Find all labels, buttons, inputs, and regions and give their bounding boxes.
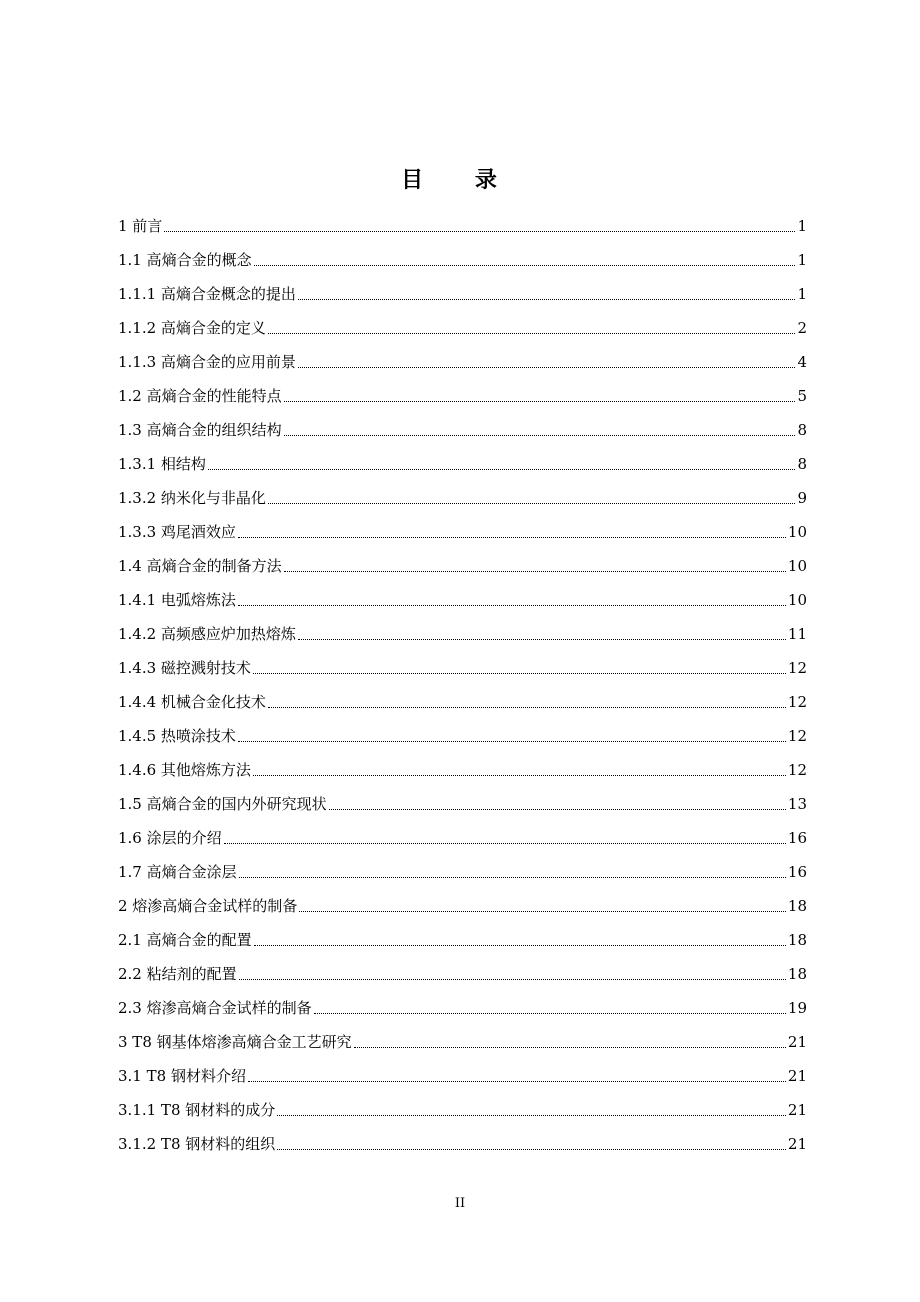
toc-entry-page: 21 — [787, 1033, 807, 1051]
toc-entry-label: 2.2 粘结剂的配置 — [118, 965, 237, 983]
toc-entry-label: 1.3.2 纳米化与非晶化 — [118, 489, 266, 507]
toc-entry-label: 2.1 高熵合金的配置 — [118, 931, 252, 949]
toc-entry[interactable] — [118, 515, 807, 549]
toc-entry[interactable] — [118, 481, 807, 515]
toc-dot-leader — [239, 876, 786, 878]
toc-dot-leader — [329, 808, 786, 810]
toc-entry[interactable] — [118, 685, 807, 719]
toc-entry-page: 9 — [797, 489, 807, 507]
toc-entry-page: 1 — [797, 251, 807, 269]
toc-dot-leader — [224, 842, 786, 844]
toc-entry[interactable] — [118, 1059, 807, 1093]
toc-entry-page: 1 — [797, 217, 807, 235]
toc-dot-leader — [253, 774, 786, 776]
toc-entry-page: 16 — [787, 863, 807, 881]
toc-dot-leader — [284, 570, 786, 572]
toc-entry-page: 12 — [787, 727, 807, 745]
toc-entry-page: 11 — [787, 625, 807, 643]
toc-dot-leader — [208, 468, 796, 470]
toc-entry-page: 12 — [787, 761, 807, 779]
toc-entry-label: 1.1 高熵合金的概念 — [118, 251, 252, 269]
toc-entry-label: 3.1 T8 钢材料介绍 — [118, 1067, 246, 1085]
toc-entry-page: 16 — [787, 829, 807, 847]
toc-entry-label: 1.1.1 高熵合金概念的提出 — [118, 285, 296, 303]
toc-entry-page: 21 — [787, 1101, 807, 1119]
toc-entry-label: 1.3 高熵合金的组织结构 — [118, 421, 282, 439]
toc-entry-page: 10 — [787, 523, 807, 541]
toc-entry-page: 10 — [787, 557, 807, 575]
toc-dot-leader — [268, 706, 786, 708]
toc-entry-page: 19 — [787, 999, 807, 1017]
table-of-contents — [118, 209, 807, 1161]
toc-entry-label: 1.1.3 高熵合金的应用前景 — [118, 353, 296, 371]
toc-entry[interactable] — [118, 719, 807, 753]
toc-dot-leader — [238, 536, 786, 538]
page-number: II — [454, 1196, 466, 1211]
toc-dot-leader — [268, 332, 796, 334]
toc-entry-label: 3 T8 钢基体熔渗高熵合金工艺研究 — [118, 1033, 352, 1051]
toc-entry-label: 1.4.1 电弧熔炼法 — [118, 591, 236, 609]
toc-entry[interactable] — [118, 1093, 807, 1127]
toc-entry-label: 1.4 高熵合金的制备方法 — [118, 557, 282, 575]
toc-entry-label: 3.1.1 T8 钢材料的成分 — [118, 1101, 276, 1119]
toc-entry-label: 2 熔渗高熵合金试样的制备 — [118, 897, 298, 915]
toc-entry[interactable] — [118, 549, 807, 583]
toc-dot-leader — [238, 740, 786, 742]
toc-dot-leader — [254, 264, 796, 266]
toc-dot-leader — [164, 230, 795, 232]
toc-entry[interactable] — [118, 855, 807, 889]
toc-entry-page: 2 — [797, 319, 807, 337]
toc-entry-page: 12 — [787, 693, 807, 711]
toc-entry[interactable] — [118, 311, 807, 345]
toc-dot-leader — [284, 434, 796, 436]
toc-entry[interactable] — [118, 1025, 807, 1059]
toc-entry-label: 1 前言 — [118, 217, 163, 235]
toc-entry-page: 18 — [787, 965, 807, 983]
toc-entry-label: 1.7 高熵合金涂层 — [118, 863, 237, 881]
toc-entry-page: 18 — [787, 897, 807, 915]
toc-entry-page: 10 — [787, 591, 807, 609]
toc-entry[interactable] — [118, 209, 807, 243]
toc-dot-leader — [277, 1114, 786, 1116]
toc-entry[interactable] — [118, 243, 807, 277]
toc-dot-leader — [298, 298, 796, 300]
toc-dot-leader — [253, 672, 786, 674]
toc-dot-leader — [268, 502, 796, 504]
toc-entry-page: 12 — [787, 659, 807, 677]
toc-entry-label: 1.5 高熵合金的国内外研究现状 — [118, 795, 327, 813]
toc-dot-leader — [354, 1046, 786, 1048]
toc-entry-label: 1.3.1 相结构 — [118, 455, 206, 473]
toc-entry[interactable] — [118, 583, 807, 617]
toc-entry-page: 5 — [797, 387, 807, 405]
toc-entry-page: 18 — [787, 931, 807, 949]
toc-entry[interactable] — [118, 753, 807, 787]
toc-entry-label: 1.4.6 其他熔炼方法 — [118, 761, 251, 779]
toc-entry-label: 1.6 涂层的介绍 — [118, 829, 222, 847]
toc-entry[interactable] — [118, 617, 807, 651]
toc-entry[interactable] — [118, 787, 807, 821]
toc-entry-page: 4 — [797, 353, 807, 371]
toc-dot-leader — [277, 1148, 786, 1150]
toc-entry-label: 1.1.2 高熵合金的定义 — [118, 319, 266, 337]
toc-entry[interactable] — [118, 651, 807, 685]
toc-entry[interactable] — [118, 345, 807, 379]
toc-dot-leader — [284, 400, 796, 402]
toc-entry-page: 21 — [787, 1067, 807, 1085]
toc-entry-label: 1.3.3 鸡尾酒效应 — [118, 523, 236, 541]
toc-entry[interactable] — [118, 277, 807, 311]
toc-dot-leader — [298, 638, 786, 640]
toc-entry[interactable] — [118, 821, 807, 855]
toc-entry-page: 8 — [797, 421, 807, 439]
toc-entry[interactable] — [118, 991, 807, 1025]
toc-entry[interactable] — [118, 379, 807, 413]
toc-entry-label: 1.4.5 热喷涂技术 — [118, 727, 236, 745]
toc-entry[interactable] — [118, 413, 807, 447]
toc-entry-label: 1.4.4 机械合金化技术 — [118, 693, 266, 711]
toc-entry-page: 21 — [787, 1135, 807, 1153]
toc-entry-page: 13 — [787, 795, 807, 813]
toc-dot-leader — [254, 944, 786, 946]
toc-entry[interactable] — [118, 957, 807, 991]
toc-entry-page: 1 — [797, 285, 807, 303]
toc-entry-page: 8 — [797, 455, 807, 473]
toc-entry[interactable] — [118, 923, 807, 957]
toc-dot-leader — [239, 978, 786, 980]
toc-entry[interactable] — [118, 447, 807, 481]
toc-entry-label: 3.1.2 T8 钢材料的组织 — [118, 1135, 276, 1153]
toc-dot-leader — [238, 604, 786, 606]
toc-entry[interactable] — [118, 1127, 807, 1161]
toc-entry-label: 1.4.3 磁控溅射技术 — [118, 659, 251, 677]
toc-dot-leader — [298, 366, 796, 368]
toc-dot-leader — [248, 1080, 786, 1082]
page-title: 目 录 — [401, 168, 519, 193]
toc-entry-label: 2.3 熔渗高熵合金试样的制备 — [118, 999, 312, 1017]
toc-dot-leader — [314, 1012, 786, 1014]
toc-entry[interactable] — [118, 889, 807, 923]
toc-entry-label: 1.2 高熵合金的性能特点 — [118, 387, 282, 405]
toc-entry-label: 1.4.2 高频感应炉加热熔炼 — [118, 625, 296, 643]
toc-dot-leader — [299, 910, 786, 912]
